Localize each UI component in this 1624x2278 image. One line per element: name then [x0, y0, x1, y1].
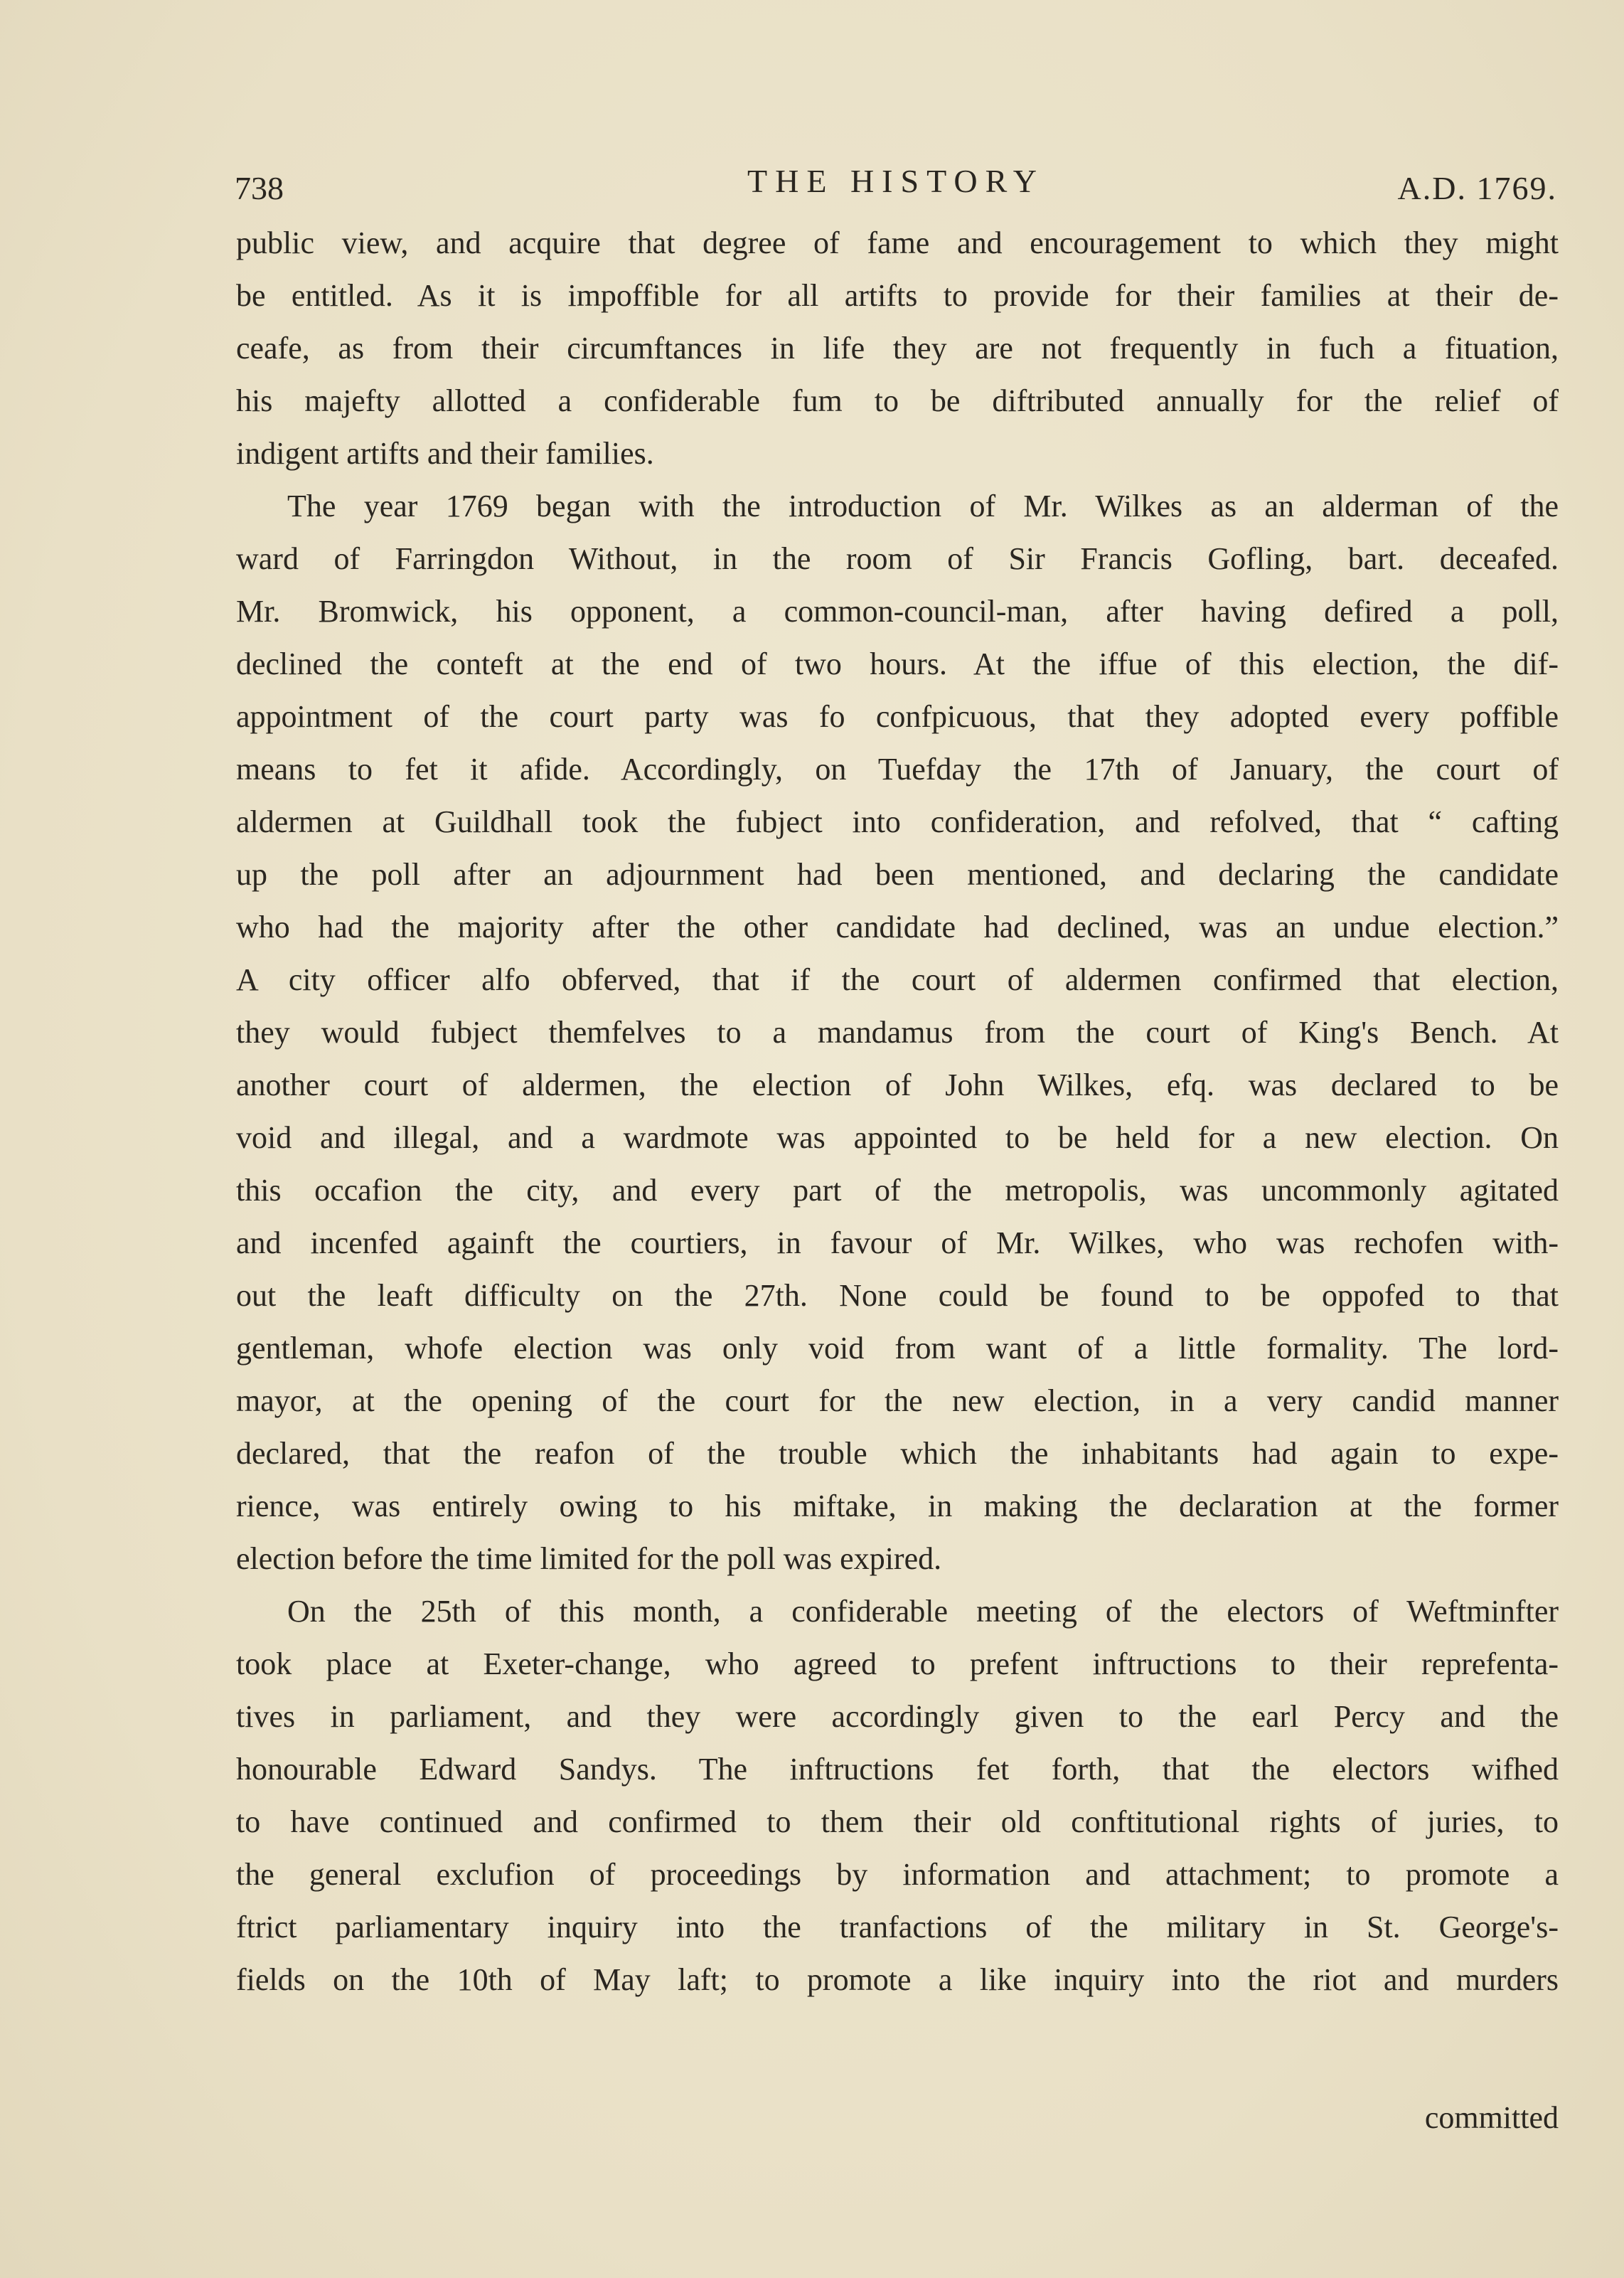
text-line: mayor, at the opening of the court for the new election, in a very candid manner	[236, 1383, 1559, 1418]
text-line: honourable Edward Sandys. The inftructions fet forth, that the electors wifhed	[236, 1752, 1559, 1787]
text-line: void and illegal, and a wardmote was appointed to be held for a new election. On	[236, 1120, 1559, 1155]
text-line: the general exclufion of proceedings by information and attachment; to promote a	[236, 1857, 1559, 1892]
text-line: appointment of the court party was fo confpicuous, that they adopted every poffible	[236, 699, 1559, 734]
text-line: out the leaft difficulty on the 27th. None could be found to be oppofed to that	[236, 1278, 1559, 1313]
text-line: ward of Farringdon Without, in the room of Sir Francis Gofling, bart. deceafed.	[236, 541, 1559, 576]
text-line: gentleman, whofe election was only void from want of a little formality. The lord-	[236, 1331, 1559, 1366]
text-line: another court of aldermen, the election of John Wilkes, efq. was declared to be	[236, 1068, 1559, 1102]
text-line: means to fet it afide. Accordingly, on Tuefday the 17th of January, the court of	[236, 752, 1559, 787]
text-line: they would fubject themfelves to a mandamus from the court of King's Bench. At	[236, 1015, 1559, 1050]
text-line: election before the time limited for the poll was expired.	[236, 1541, 942, 1576]
text-line: be entitled. As it is impoffible for all artifts to provide for their families at their de-	[236, 278, 1559, 313]
body-text	[236, 217, 1559, 2006]
text-line: tives in parliament, and they were accordingly given to the earl Percy and the	[236, 1699, 1559, 1734]
page-number: 738	[235, 170, 284, 206]
text-line: ceafe, as from their circumftances in life they are not frequently in fuch a fituation,	[236, 331, 1559, 366]
text-line: The year 1769 began with the introduction of Mr. Wilkes as an alderman of the	[287, 489, 1559, 523]
text-line: this occafion the city, and every part of the metropolis, was uncommonly agitated	[236, 1173, 1559, 1208]
text-line: his majefty allotted a confiderable fum to be diftributed annually for the relief of	[236, 383, 1559, 418]
text-line: took place at Exeter-change, who agreed to prefent inftructions to their reprefenta-	[236, 1646, 1559, 1681]
text-line: ftrict parliamentary inquiry into the tranfactions of the military in St. George's-	[236, 1910, 1559, 1944]
text-line: aldermen at Guildhall took the fubject into confideration, and refolved, that “ cafting	[236, 804, 1559, 839]
text-line: rience, was entirely owing to his miftake, in making the declaration at the former	[236, 1489, 1559, 1523]
year-marker: A.D. 1769.	[1397, 170, 1557, 206]
text-line: public view, and acquire that degree of fame and encouragement to which they might	[236, 225, 1559, 260]
text-line: declined the conteft at the end of two hours. At the iffue of this election, the dif-	[236, 646, 1559, 681]
text-line: Mr. Bromwick, his opponent, a common-council-man, after having defired a poll,	[236, 594, 1559, 629]
text-line: On the 25th of this month, a confiderable meeting of the electors of Weftminfter	[287, 1594, 1559, 1629]
text-line: indigent artifts and their families.	[236, 436, 654, 471]
text-line: to have continued and confirmed to them their old conftitutional rights of juries, to	[236, 1804, 1559, 1839]
text-line: up the poll after an adjournment had been mentioned, and declaring the candidate	[236, 857, 1559, 892]
text-line: fields on the 10th of May laft; to promote a like inquiry into the riot and murders	[236, 1962, 1559, 1997]
text-line: declared, that the reafon of the trouble which the inhabitants had again to expe-	[236, 1436, 1559, 1471]
text-line: who had the majority after the other candidate had declined, was an undue election.”	[236, 910, 1559, 944]
running-title: THE HISTORY	[747, 163, 1045, 199]
text-line: A city officer alfo obferved, that if the court of aldermen confirmed that election,	[236, 962, 1559, 997]
page-header	[235, 162, 1557, 212]
catchword: committed	[1424, 2100, 1559, 2135]
text-line: and incenfed againft the courtiers, in favour of Mr. Wilkes, who was rechofen with-	[236, 1225, 1559, 1260]
